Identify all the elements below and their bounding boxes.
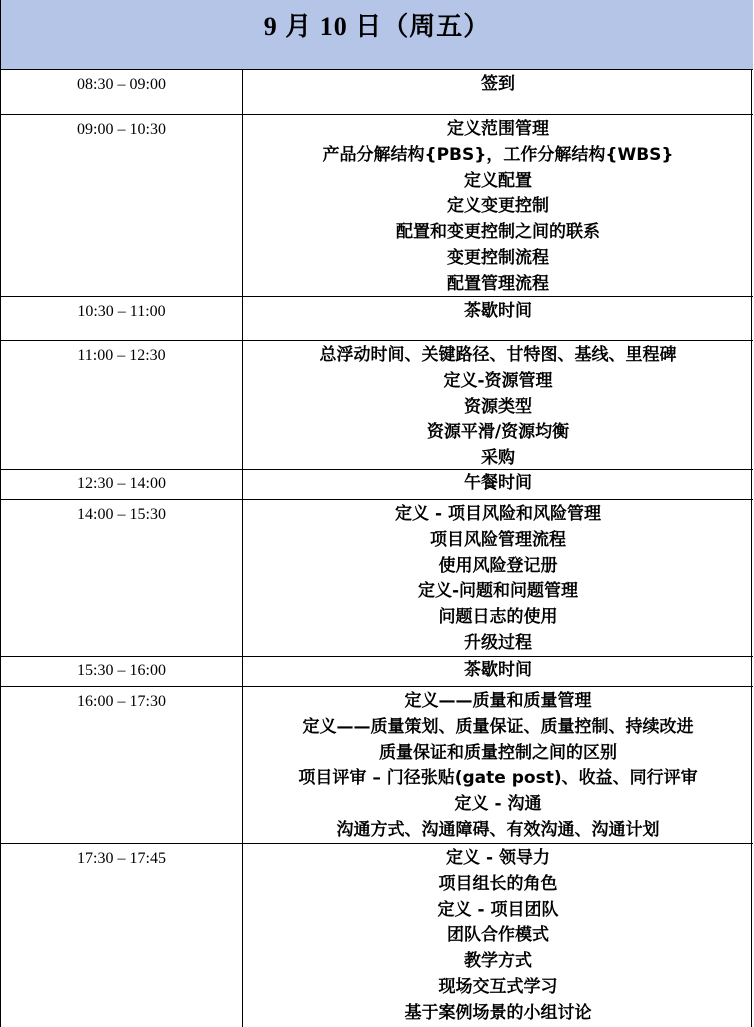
- schedule-row: [1, 470, 753, 500]
- session-content: [243, 500, 753, 656]
- session-item: 资源类型: [464, 396, 532, 417]
- session-content: [243, 470, 753, 499]
- time-slot: 11:00 – 12:30: [1, 341, 243, 469]
- session-item: 基于案例场景的小组讨论: [404, 1002, 592, 1023]
- session-item: 定义-问题和问题管理: [417, 581, 579, 602]
- session-item: 团队合作模式: [447, 925, 549, 946]
- schedule-row: [1, 341, 753, 470]
- session-content: [243, 297, 753, 340]
- session-item: 产品分解结构{PBS}，工作分解结构{WBS}: [322, 144, 674, 165]
- session-item: 沟通方式、沟通障碍、有效沟通、沟通计划: [336, 819, 660, 840]
- schedule-row: [1, 500, 753, 657]
- day-title: 9 月 10 日（周五）: [263, 12, 491, 41]
- session-item: 茶歇时间: [464, 660, 532, 680]
- schedule-row: [1, 115, 753, 297]
- schedule-row: [1, 70, 753, 115]
- schedule-row: [1, 657, 753, 687]
- session-item: 资源平滑/资源均衡: [426, 422, 570, 443]
- session-content: [243, 657, 753, 686]
- time-slot: 10:30 – 11:00: [1, 297, 243, 340]
- day-header: [1, 0, 753, 70]
- session-item: 现场交互式学习: [438, 976, 558, 997]
- session-content: [243, 115, 753, 296]
- session-content: [243, 844, 753, 1027]
- session-item: 定义——质量和质量管理: [404, 691, 592, 711]
- session-item: 采购: [481, 448, 515, 469]
- session-item: 定义-资源管理: [443, 370, 553, 391]
- session-item: 变更控制流程: [447, 247, 549, 268]
- time-slot: 12:30 – 14:00: [1, 470, 243, 499]
- schedule-row: [1, 844, 753, 1027]
- session-item: 总浮动时间、关键路径、甘特图、基线、里程碑: [319, 345, 677, 365]
- session-item: 配置管理流程: [447, 273, 549, 294]
- session-item: 签到: [481, 74, 515, 94]
- time-slot: 08:30 – 09:00: [1, 70, 243, 114]
- time-slot: 17:30 – 17:45: [1, 844, 243, 1027]
- session-item: 午餐时间: [464, 473, 532, 493]
- session-item: 定义范围管理: [447, 119, 549, 139]
- schedule-row: [1, 297, 753, 341]
- session-item: 项目评审 – 门径张贴(gate post)、收益、同行评审: [298, 768, 698, 789]
- session-content: [243, 687, 753, 843]
- schedule-row: [1, 687, 753, 844]
- session-item: 定义变更控制: [447, 196, 549, 217]
- session-item: 定义——质量策划、质量保证、质量控制、持续改进: [302, 716, 694, 737]
- time-slot: 16:00 – 17:30: [1, 687, 243, 843]
- session-item: 定义 - 项目团队: [437, 899, 559, 920]
- session-item: 使用风险登记册: [438, 555, 558, 576]
- session-item: 项目组长的角色: [438, 873, 558, 894]
- session-content: [243, 341, 753, 469]
- session-item: 质量保证和质量控制之间的区别: [379, 742, 617, 763]
- session-item: 项目风险管理流程: [430, 529, 566, 550]
- session-item: 定义 - 项目风险和风险管理: [395, 504, 601, 524]
- session-item: 升级过程: [464, 632, 532, 653]
- time-slot: 15:30 – 16:00: [1, 657, 243, 686]
- session-item: 配置和变更控制之间的联系: [396, 222, 600, 243]
- session-item: 定义配置: [464, 170, 532, 191]
- time-slot: 14:00 – 15:30: [1, 500, 243, 656]
- session-content: [243, 70, 753, 114]
- session-item: 定义 - 沟通: [454, 794, 542, 815]
- session-item: 定义 - 领导力: [446, 848, 550, 868]
- time-slot: 09:00 – 10:30: [1, 115, 243, 296]
- session-item: 问题日志的使用: [438, 607, 558, 628]
- session-item: 教学方式: [464, 951, 532, 972]
- session-item: 茶歇时间: [464, 301, 532, 321]
